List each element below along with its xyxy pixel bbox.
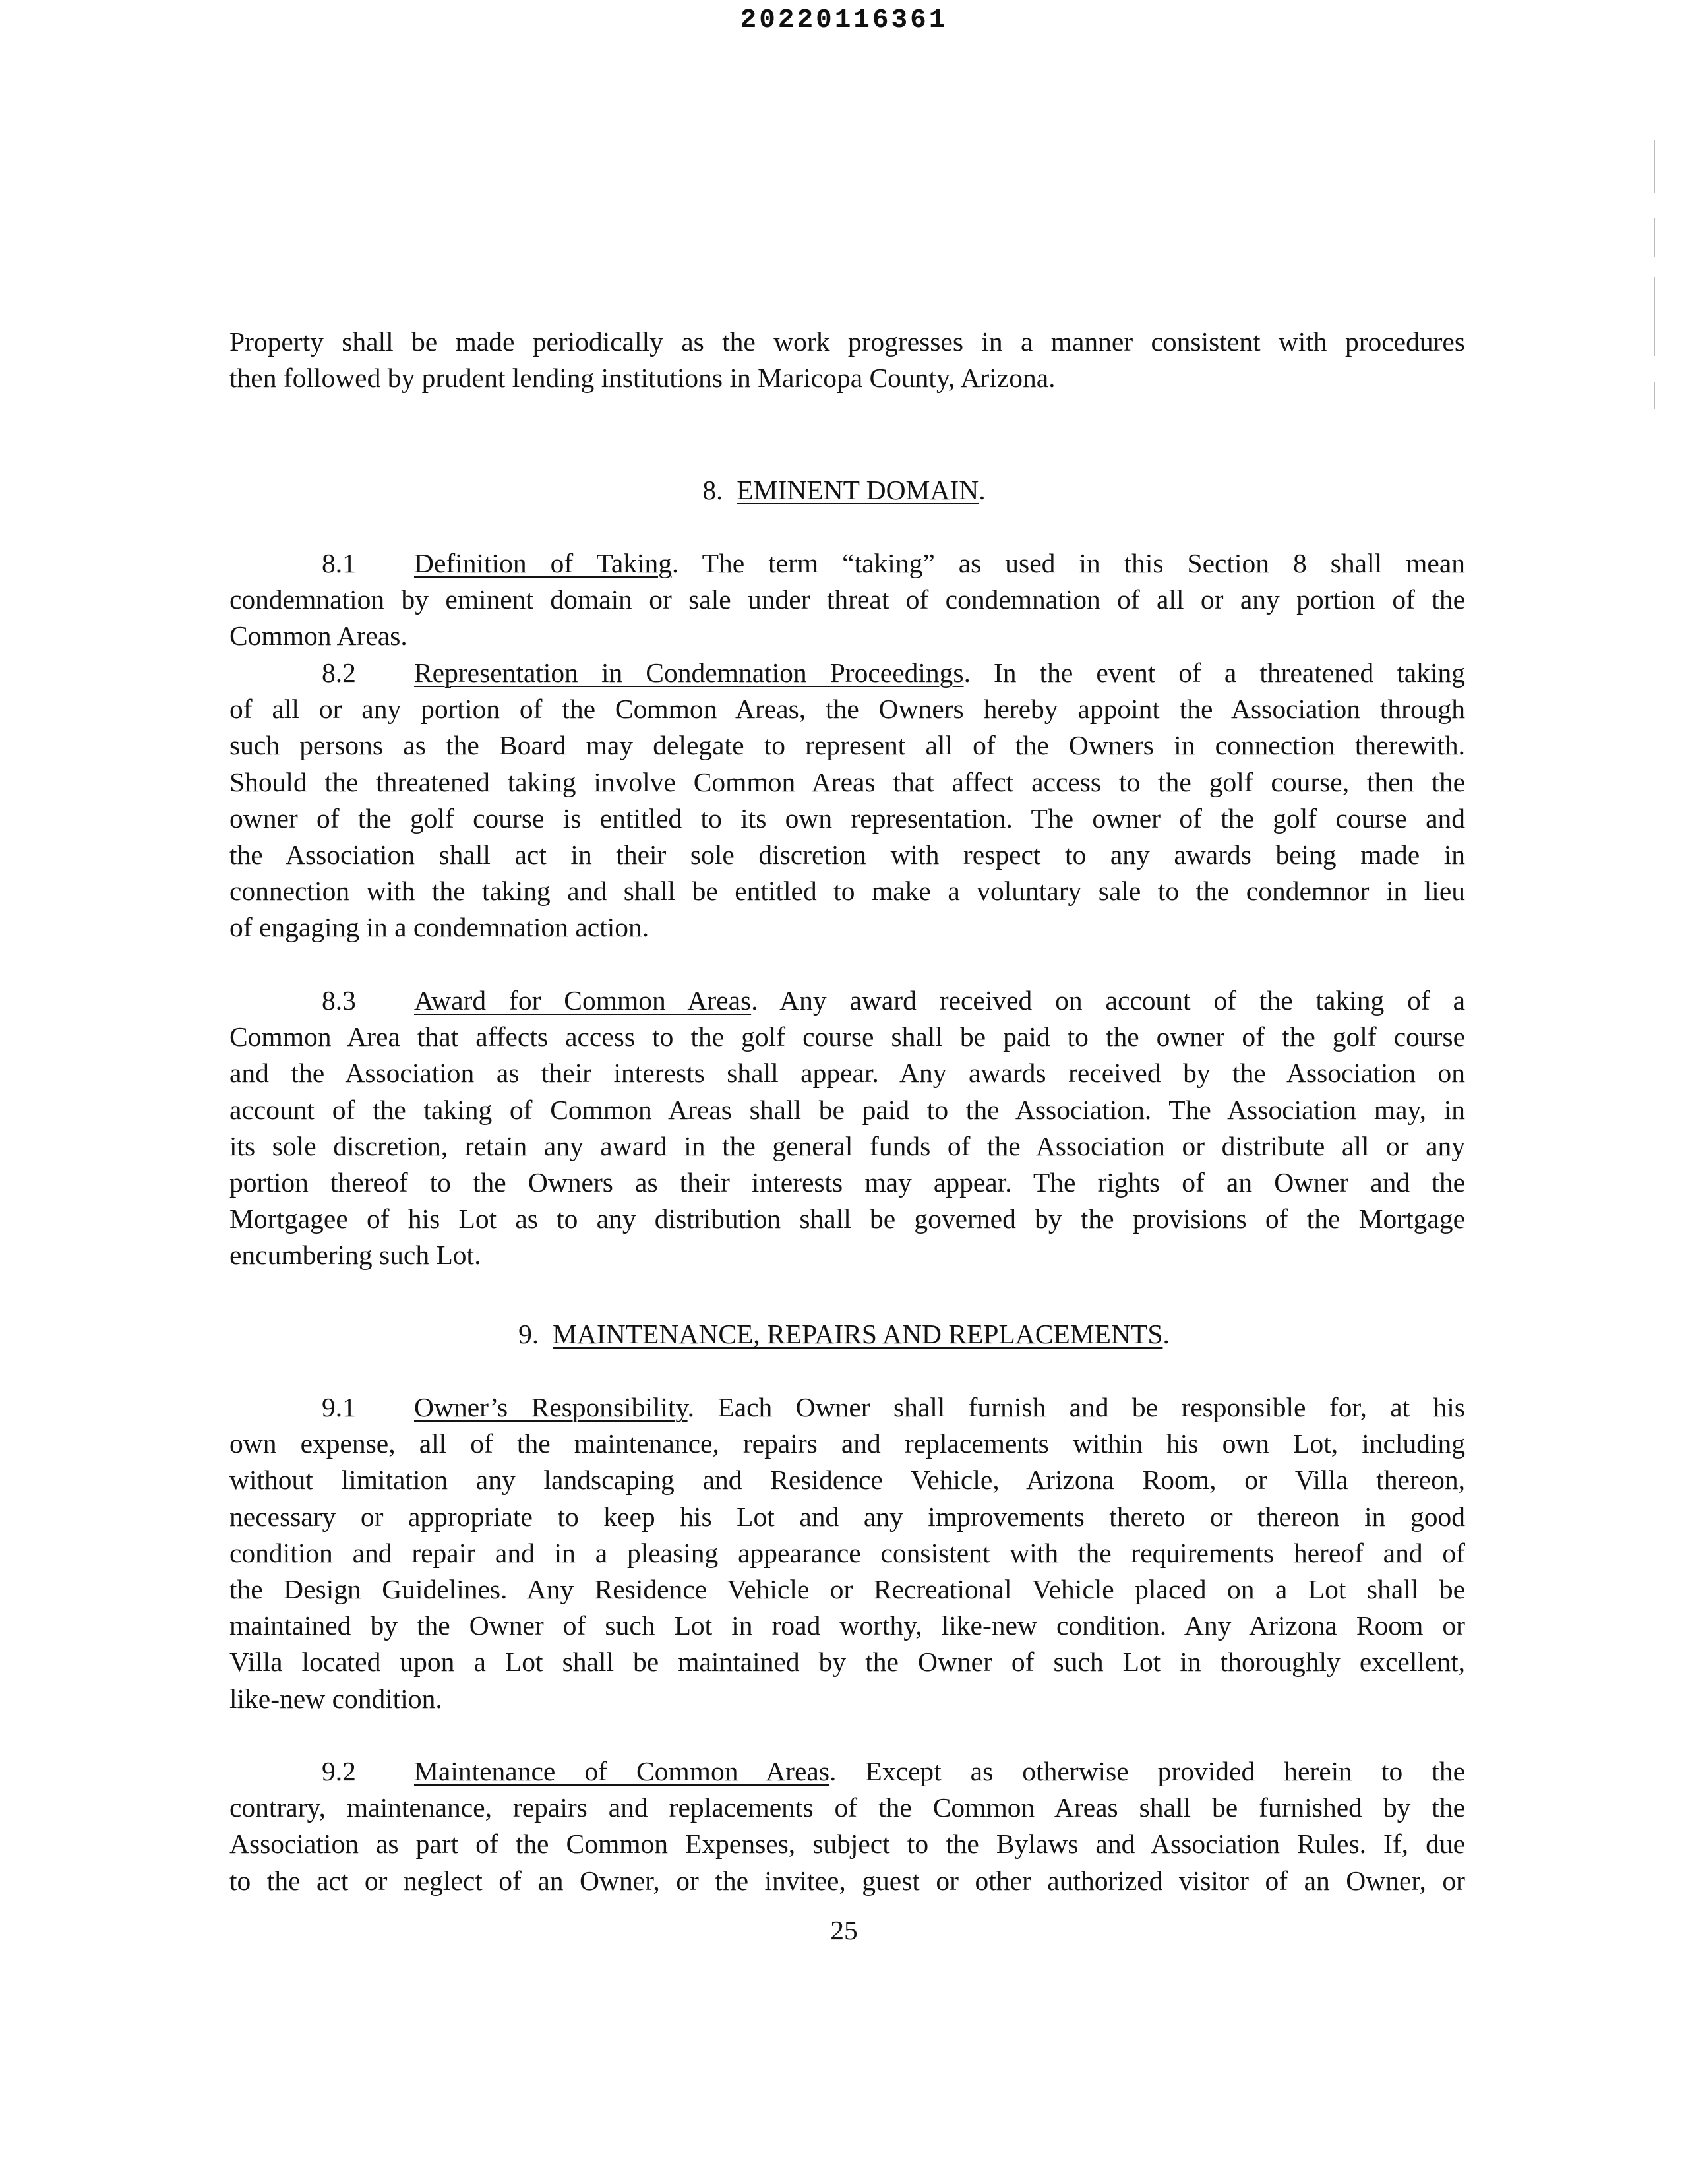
text-line: maintained by the Owner of such Lot in road worthy, like-new condition. Any Arizona Room or: [229, 1610, 1465, 1641]
text-line: contrary, maintenance, repairs and replacements of the Common Areas shall be furnished by the: [229, 1792, 1465, 1823]
text-line: necessary or appropriate to keep his Lot and any improvements thereto or thereon in good: [229, 1501, 1465, 1532]
text-line: and the Association as their interests shall appear. Any awards received by the Association on: [229, 1058, 1465, 1089]
text-line: [229, 655, 1465, 691]
text-run: . Except as otherwise provided herein to the: [829, 1756, 1465, 1786]
text-run: . The term “taking” as used in this Section 8 shall mean: [672, 548, 1465, 578]
text-line: owner of the golf course is entitled to its own representation. The owner of the golf course and: [229, 803, 1465, 834]
paragraph-heading: Owner’s Responsibility: [414, 1392, 688, 1422]
text-line: encumbering such Lot.: [229, 1240, 481, 1271]
text-line: then followed by prudent lending institutions in Maricopa County, Arizona.: [229, 363, 1056, 394]
paragraph-heading: Maintenance of Common Areas: [414, 1756, 829, 1786]
paragraph-number: 8.2: [322, 657, 356, 688]
text-line: [229, 1753, 1465, 1790]
text-run: . In the event of a threatened taking: [963, 657, 1465, 688]
text-line: Villa located upon a Lot shall be maintained by the Owner of such Lot in thoroughly excellent,: [229, 1647, 1465, 1678]
scan-mark: [1654, 140, 1655, 193]
text-line: the Design Guidelines. Any Residence Vehicle or Recreational Vehicle placed on a Lot shall be: [229, 1573, 1465, 1604]
text-line: of engaging in a condemnation action.: [229, 912, 649, 943]
text-run: . Any award received on account of the taking of a: [751, 985, 1465, 1016]
paragraph-number: 9.2: [322, 1756, 356, 1786]
section-title-suffix: .: [979, 475, 986, 505]
scan-mark: [1654, 382, 1655, 409]
text-line: the Association shall act in their sole discretion with respect to any awards being made in: [229, 839, 1465, 870]
paragraph-8-2: [229, 655, 1465, 946]
section-title: EMINENT DOMAIN: [737, 475, 979, 505]
text-line: [229, 983, 1465, 1019]
text-line: to the act or neglect of an Owner, or the invitee, guest or other authorized visitor of an Owner, or: [229, 1865, 1465, 1896]
text-line: account of the taking of Common Areas shall be paid to the Association. The Association may, in: [229, 1094, 1465, 1125]
text-line: Common Areas.: [229, 621, 407, 652]
text-line: like-new condition.: [229, 1683, 442, 1714]
text-line: without limitation any landscaping and Residence Vehicle, Arizona Room, or Villa thereon,: [229, 1465, 1465, 1496]
text-line: Mortgagee of his Lot as to any distribution shall be governed by the provisions of the Mortgage: [229, 1203, 1465, 1234]
scan-mark: [1654, 277, 1655, 356]
text-line: Common Area that affects access to the golf course shall be paid to the owner of the golf course: [229, 1021, 1465, 1052]
text-line: own expense, all of the maintenance, repairs and replacements within his own Lot, including: [229, 1428, 1465, 1459]
text-line: such persons as the Board may delegate to represent all of the Owners in connection therewith.: [229, 730, 1465, 761]
paragraph-9-2: [229, 1753, 1465, 1899]
text-line: condemnation by eminent domain or sale under threat of condemnation of all or any portion of the: [229, 584, 1465, 615]
text-run: . Each Owner shall furnish and be responsible for, at his: [687, 1392, 1465, 1422]
text-line: portion thereof to the Owners as their interests may appear. The rights of an Owner and the: [229, 1167, 1465, 1198]
text-line: Should the threatened taking involve Common Areas that affect access to the golf course, then the: [229, 766, 1465, 797]
paragraph-number: 8.3: [322, 985, 356, 1016]
paragraph-heading: Definition of Taking: [414, 548, 673, 578]
paragraph-9-1: [229, 1389, 1465, 1717]
continuation-paragraph: [229, 324, 1465, 396]
section-number: 9.: [518, 1319, 539, 1349]
document-number: 20220116361: [740, 5, 948, 36]
text-line: condition and repair and in a pleasing appearance consistent with the requirements hereof and of: [229, 1537, 1465, 1568]
text-line: its sole discretion, retain any award in the general funds of the Association or distribute all or any: [229, 1130, 1465, 1161]
page-number: 25: [830, 1915, 858, 1945]
text-line: Association as part of the Common Expenses, subject to the Bylaws and Association Rules. If, due: [229, 1829, 1465, 1860]
paragraph-number: 8.1: [322, 548, 356, 578]
text-line: [229, 1389, 1465, 1426]
section-8-heading: [0, 472, 1688, 508]
paragraph-number: 9.1: [322, 1392, 356, 1422]
section-number: 8.: [702, 475, 723, 505]
section-title-suffix: .: [1162, 1319, 1170, 1349]
paragraph-8-1: [229, 545, 1465, 655]
paragraph-heading: Award for Common Areas: [414, 985, 752, 1016]
text-line: of all or any portion of the Common Areas, the Owners hereby appoint the Association through: [229, 694, 1465, 725]
text-line: [229, 545, 1465, 582]
paragraph-8-3: [229, 983, 1465, 1274]
text-line: connection with the taking and shall be entitled to make a voluntary sale to the condemnor in lieu: [229, 876, 1465, 907]
scan-mark: [1654, 218, 1655, 257]
text-line: Property shall be made periodically as the work progresses in a manner consistent with procedures: [229, 326, 1465, 357]
section-title: MAINTENANCE, REPAIRS AND REPLACEMENTS: [553, 1319, 1163, 1349]
paragraph-heading: Representation in Condemnation Proceedings: [414, 657, 964, 688]
section-9-heading: [0, 1316, 1688, 1352]
